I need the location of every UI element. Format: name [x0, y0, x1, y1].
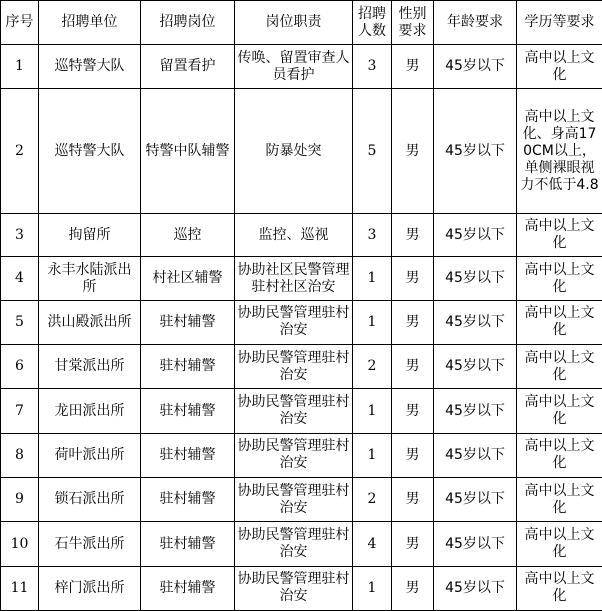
row-no: 1 [1, 45, 39, 89]
row-education: 高中以上文化 [517, 566, 602, 610]
row-duty: 协助民警管理驻村治安 [235, 522, 353, 566]
row-education: 高中以上文化 [517, 300, 602, 344]
row-no: 10 [1, 522, 39, 566]
row-duty: 协助民警管理驻村治安 [235, 478, 353, 522]
row-unit: 龙田派出所 [39, 389, 141, 433]
row-position: 特警中队辅警 [141, 89, 235, 214]
row-age: 45岁以下 [434, 345, 517, 389]
row-education: 高中以上文化、身高170CM以上，单侧裸眼视力不低于4.8 [517, 89, 602, 214]
row-no: 8 [1, 433, 39, 477]
row-position: 驻村辅警 [141, 433, 235, 477]
row-age: 45岁以下 [434, 566, 517, 610]
table-row [1, 257, 602, 300]
header-unit: 招聘单位 [39, 1, 141, 45]
row-age: 45岁以下 [434, 257, 517, 300]
row-unit: 甘棠派出所 [39, 345, 141, 389]
row-gender: 男 [392, 566, 434, 610]
row-duty: 协助民警管理驻村治安 [235, 345, 353, 389]
row-gender: 男 [392, 345, 434, 389]
table-row [1, 433, 602, 477]
row-gender: 男 [392, 433, 434, 477]
row-position: 驻村辅警 [141, 522, 235, 566]
row-position: 驻村辅警 [141, 300, 235, 344]
row-count: 2 [353, 478, 392, 522]
row-count: 1 [353, 433, 392, 477]
table-row [1, 214, 602, 257]
row-gender: 男 [392, 214, 434, 257]
row-no: 3 [1, 214, 39, 257]
header-no: 序号 [1, 1, 39, 45]
row-age: 45岁以下 [434, 89, 517, 214]
row-count: 4 [353, 522, 392, 566]
row-position: 驻村辅警 [141, 566, 235, 610]
row-count: 1 [353, 389, 392, 433]
row-count: 3 [353, 214, 392, 257]
row-duty: 协助民警管理驻村治安 [235, 389, 353, 433]
row-no: 6 [1, 345, 39, 389]
row-position: 驻村辅警 [141, 478, 235, 522]
row-gender: 男 [392, 300, 434, 344]
row-unit: 巡特警大队 [39, 45, 141, 89]
row-unit: 梓门派出所 [39, 566, 141, 610]
table-row [1, 566, 602, 610]
row-unit: 洪山殿派出所 [39, 300, 141, 344]
row-age: 45岁以下 [434, 300, 517, 344]
row-gender: 男 [392, 522, 434, 566]
header-row [1, 1, 602, 45]
row-count: 1 [353, 300, 392, 344]
row-gender: 男 [392, 89, 434, 214]
row-education: 高中以上文化 [517, 345, 602, 389]
header-position: 招聘岗位 [141, 1, 235, 45]
row-age: 45岁以下 [434, 389, 517, 433]
row-age: 45岁以下 [434, 433, 517, 477]
table-row [1, 522, 602, 566]
row-education: 高中以上文化 [517, 214, 602, 257]
row-count: 3 [353, 45, 392, 89]
row-age: 45岁以下 [434, 478, 517, 522]
table-row [1, 345, 602, 389]
row-count: 5 [353, 89, 392, 214]
row-no: 7 [1, 389, 39, 433]
row-no: 2 [1, 89, 39, 214]
row-age: 45岁以下 [434, 522, 517, 566]
row-no: 5 [1, 300, 39, 344]
row-duty: 传唤、留置审查人员看护 [235, 45, 353, 89]
row-gender: 男 [392, 257, 434, 300]
row-duty: 防暴处突 [235, 89, 353, 214]
row-unit: 石牛派出所 [39, 522, 141, 566]
row-position: 驻村辅警 [141, 389, 235, 433]
row-gender: 男 [392, 389, 434, 433]
table-row [1, 478, 602, 522]
header-education: 学历等要求 [517, 1, 602, 45]
header-duty: 岗位职责 [235, 1, 353, 45]
row-education: 高中以上文化 [517, 522, 602, 566]
row-duty: 协助民警管理驻村治安 [235, 300, 353, 344]
row-unit: 巡特警大队 [39, 89, 141, 214]
row-gender: 男 [392, 478, 434, 522]
header-gender: 性别要求 [392, 1, 434, 45]
row-age: 45岁以下 [434, 214, 517, 257]
table-row [1, 300, 602, 344]
row-unit: 拘留所 [39, 214, 141, 257]
row-position: 村社区辅警 [141, 257, 235, 300]
row-unit: 永丰水陆派出所 [39, 257, 141, 300]
row-duty: 监控、巡视 [235, 214, 353, 257]
header-count: 招聘人数 [353, 1, 392, 45]
row-age: 45岁以下 [434, 45, 517, 89]
row-no: 11 [1, 566, 39, 610]
row-education: 高中以上文化 [517, 45, 602, 89]
header-age: 年龄要求 [434, 1, 517, 45]
row-position: 巡控 [141, 214, 235, 257]
row-unit: 荷叶派出所 [39, 433, 141, 477]
row-education: 高中以上文化 [517, 257, 602, 300]
row-duty: 协助民警管理驻村治安 [235, 566, 353, 610]
row-education: 高中以上文化 [517, 389, 602, 433]
row-no: 4 [1, 257, 39, 300]
row-count: 1 [353, 257, 392, 300]
row-duty: 协助社区民警管理驻村社区治安 [235, 257, 353, 300]
row-position: 驻村辅警 [141, 345, 235, 389]
row-count: 1 [353, 566, 392, 610]
row-position: 留置看护 [141, 45, 235, 89]
row-education: 高中以上文化 [517, 478, 602, 522]
row-gender: 男 [392, 45, 434, 89]
table-row [1, 45, 602, 89]
row-unit: 锁石派出所 [39, 478, 141, 522]
table-row [1, 389, 602, 433]
table-row [1, 89, 602, 214]
row-duty: 协助民警管理驻村治安 [235, 433, 353, 477]
row-count: 2 [353, 345, 392, 389]
row-no: 9 [1, 478, 39, 522]
row-education: 高中以上文化 [517, 433, 602, 477]
